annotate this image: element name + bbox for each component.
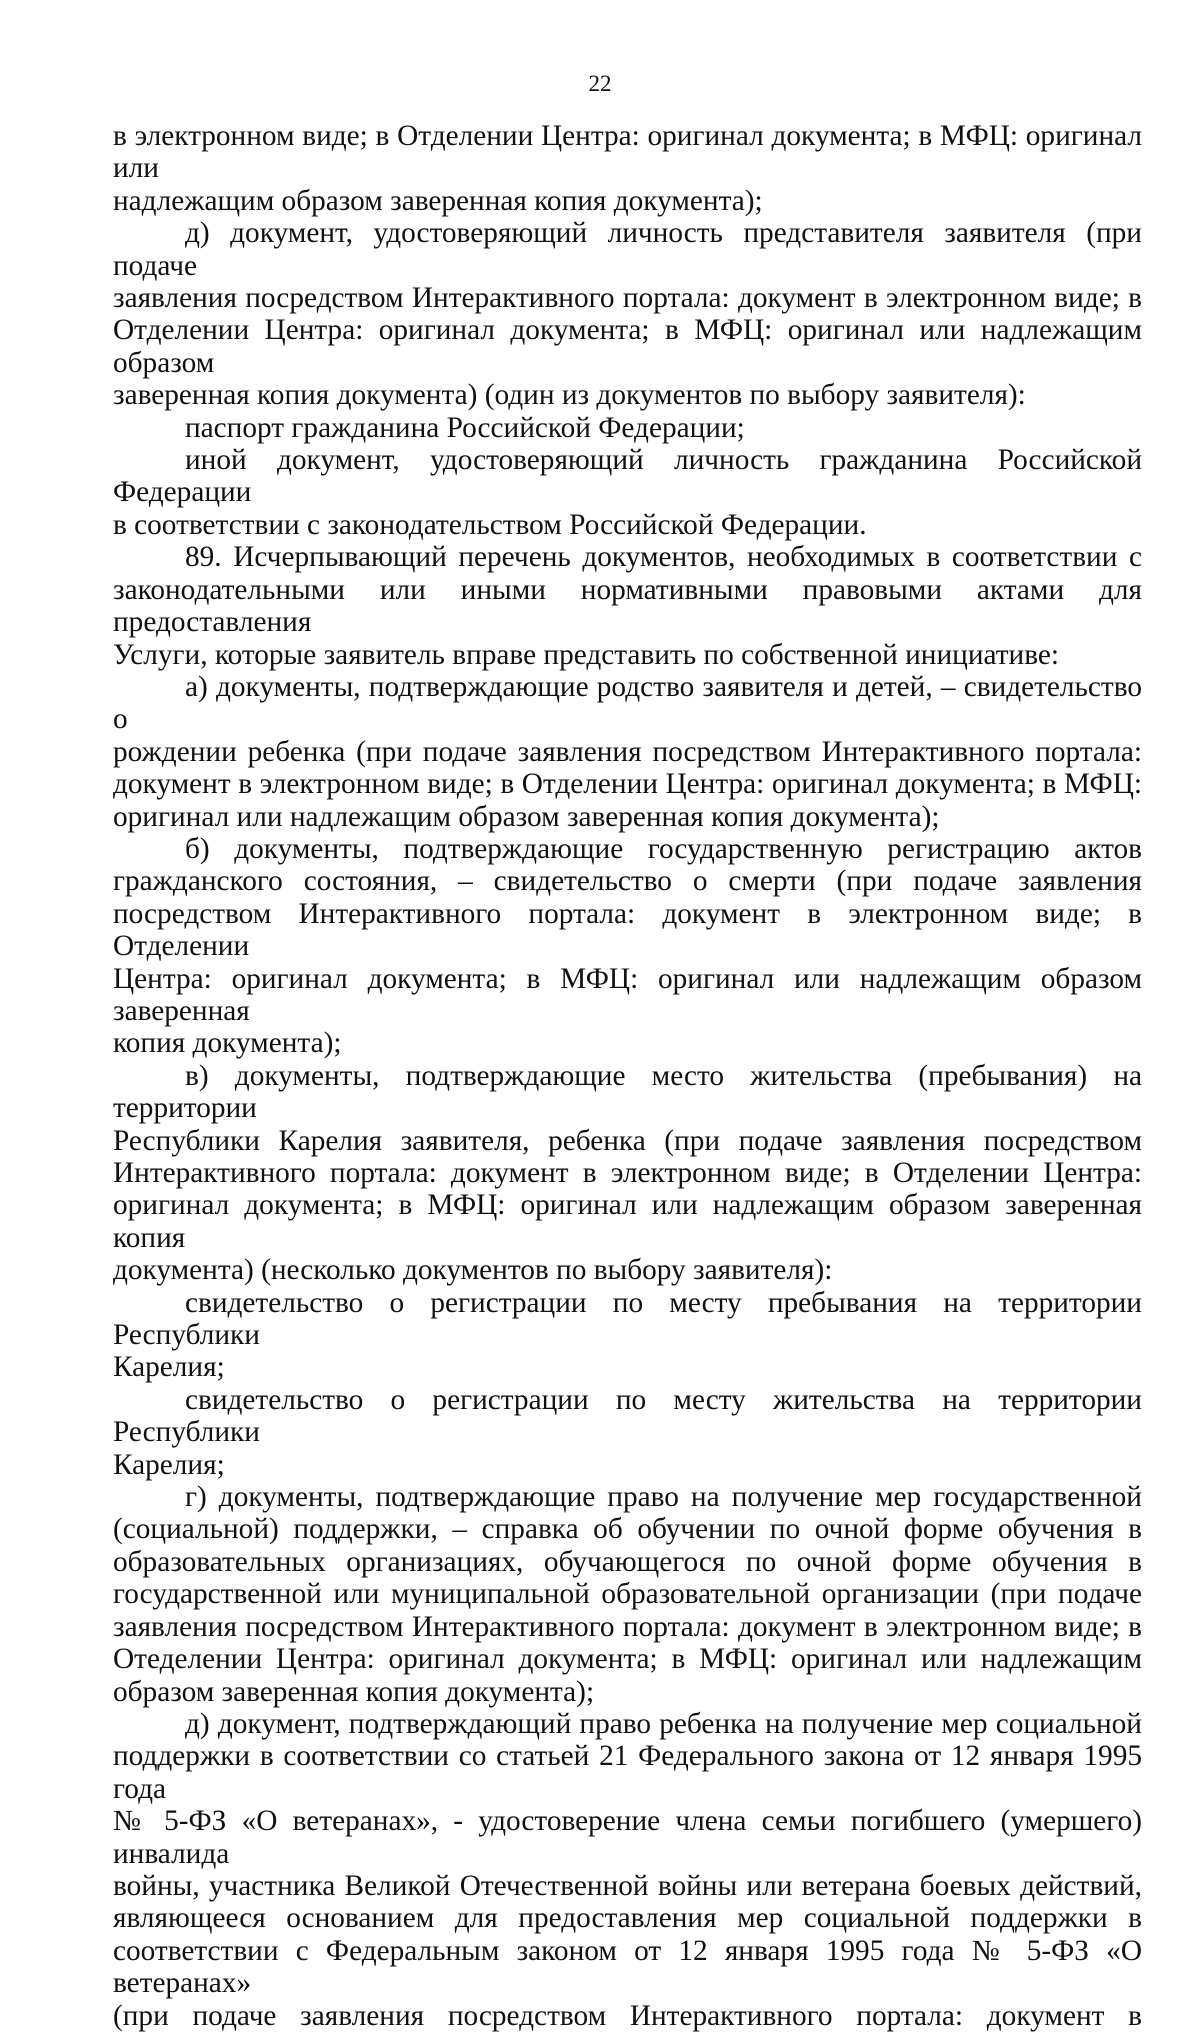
text-line: заверенная копия документа) (один из документов по выбору заявителя):	[113, 379, 1026, 412]
text-line: соответствии с Федеральным законом от 12 января 1995 года № 5-ФЗ «О ветеранах»	[113, 1934, 1142, 2000]
text-line: Интерактивного портала: документ в электронном виде; в Отделении Центра:	[113, 1157, 1142, 1189]
text-line: законодательными или иными нормативными правовыми актами для предоставления	[113, 573, 1142, 639]
text-line: 89. Исчерпывающий перечень документов, необходимых в соответствии с	[185, 541, 1142, 574]
text-line: г) документы, подтверждающие право на получение мер государственной	[185, 1481, 1142, 1514]
text-line: документа) (несколько документов по выбору заявителя):	[113, 1254, 833, 1287]
text-line: (при подаче заявления посредством Интерактивного портала: документ в	[113, 1999, 1142, 2032]
text-line: посредством Интерактивного портала: документ в электронном виде; в Отделении	[113, 897, 1142, 963]
document-body	[113, 120, 1142, 2032]
text-line: войны, участника Великой Отечественной войны или ветерана боевых действий,	[113, 1869, 1142, 1902]
text-line: оригинал документа; в МФЦ: оригинал или надлежащим образом заверенная копия	[113, 1189, 1142, 1254]
text-line: документ в электронном виде; в Отделении Центра: оригинал документа; в МФЦ:	[113, 768, 1142, 801]
text-line: д) документ, удостоверяющий личность представителя заявителя (при подаче	[113, 217, 1142, 282]
text-line: образовательных организациях, обучающегося по очной форме обучения в	[113, 1545, 1142, 1578]
text-line: в соответствии с законодательством Российской Федерации.	[113, 508, 867, 541]
text-line: свидетельство о регистрации по месту пребывания на территории Республики	[113, 1286, 1142, 1352]
text-line: гражданского состояния, – свидетельство о смерти (при подаче заявления	[113, 865, 1142, 898]
paragraph-item-v-residence	[113, 1060, 1142, 1287]
text-line: Услуги, которые заявитель вправе представить по собственной инициативе:	[113, 638, 1060, 671]
text-line: Отделении Центра: оригинал документа; в МФЦ: оригинал или надлежащим образом	[113, 314, 1142, 379]
paragraph-item-g-support	[113, 1481, 1142, 1708]
text-line: являющееся основанием для предоставления мер социальной поддержки в	[113, 1902, 1142, 1935]
text-line: а) документы, подтверждающие родство заявителя и детей, – свидетельство о	[113, 670, 1142, 736]
paragraph-continuation	[113, 120, 1142, 217]
paragraph-stay-registration	[113, 1287, 1142, 1384]
text-line: д) документ, подтверждающий право ребенка на получение мер социальной	[185, 1707, 1142, 1740]
text-line: копия документа);	[113, 1027, 342, 1060]
paragraph-passport	[113, 412, 1142, 444]
text-line: рождении ребенка (при подаче заявления посредством Интерактивного портала:	[113, 735, 1142, 768]
text-line: заявления посредством Интерактивного портала: документ в электронном виде; в	[113, 282, 1142, 315]
text-line: Карелия;	[113, 1448, 225, 1481]
text-line: паспорт гражданина Российской Федерации;	[185, 411, 745, 444]
text-line: поддержки в соответствии со статьей 21 Федерального закона от 12 января 1995 года	[113, 1740, 1142, 1805]
page-number: 22	[588, 71, 612, 96]
text-line: свидетельство о регистрации по месту жительства на территории Республики	[113, 1383, 1142, 1449]
text-line: в электронном виде; в Отделении Центра: оригинал документа; в МФЦ: оригинал или	[113, 120, 1142, 185]
text-line: надлежащим образом заверенная копия документа);	[113, 184, 763, 217]
text-line: б) документы, подтверждающие государственную регистрацию актов	[185, 832, 1142, 865]
paragraph-residence-registration	[113, 1384, 1142, 1481]
text-line: образом заверенная копия документа);	[113, 1675, 595, 1708]
text-line: иной документ, удостоверяющий личность гражданина Российской Федерации	[113, 444, 1142, 509]
paragraph-item-d-representative	[113, 217, 1142, 411]
paragraph-item-d-veterans	[113, 1708, 1142, 2032]
text-line: Республики Карелия заявителя, ребенка (при подаче заявления посредством	[113, 1124, 1142, 1157]
text-line: в) документы, подтверждающие место жительства (пребывания) на территории	[113, 1059, 1142, 1125]
text-line: Отеделении Центра: оригинал документа; в МФЦ: оригинал или надлежащим	[113, 1643, 1142, 1676]
paragraph-other-id	[113, 444, 1142, 541]
text-line: Карелия;	[113, 1351, 225, 1384]
text-line: (социальной) поддержки, – справка об обучении по очной форме обучения в	[113, 1513, 1142, 1546]
paragraph-item-89	[113, 541, 1142, 671]
paragraph-item-b-civil-status	[113, 833, 1142, 1060]
text-line: Центра: оригинал документа; в МФЦ: оригинал или надлежащим образом заверенная	[113, 962, 1142, 1027]
text-line: государственной или муниципальной образовательной организации (при подаче	[113, 1578, 1142, 1611]
text-line: заявления посредством Интерактивного портала: документ в электронном виде; в	[113, 1610, 1142, 1643]
text-line: № 5-ФЗ «О ветеранах», - удостоверение члена семьи погибшего (умершего) инвалида	[113, 1805, 1142, 1870]
text-line: оригинал или надлежащим образом заверенная копия документа);	[113, 800, 940, 833]
paragraph-item-a-kinship	[113, 671, 1142, 833]
